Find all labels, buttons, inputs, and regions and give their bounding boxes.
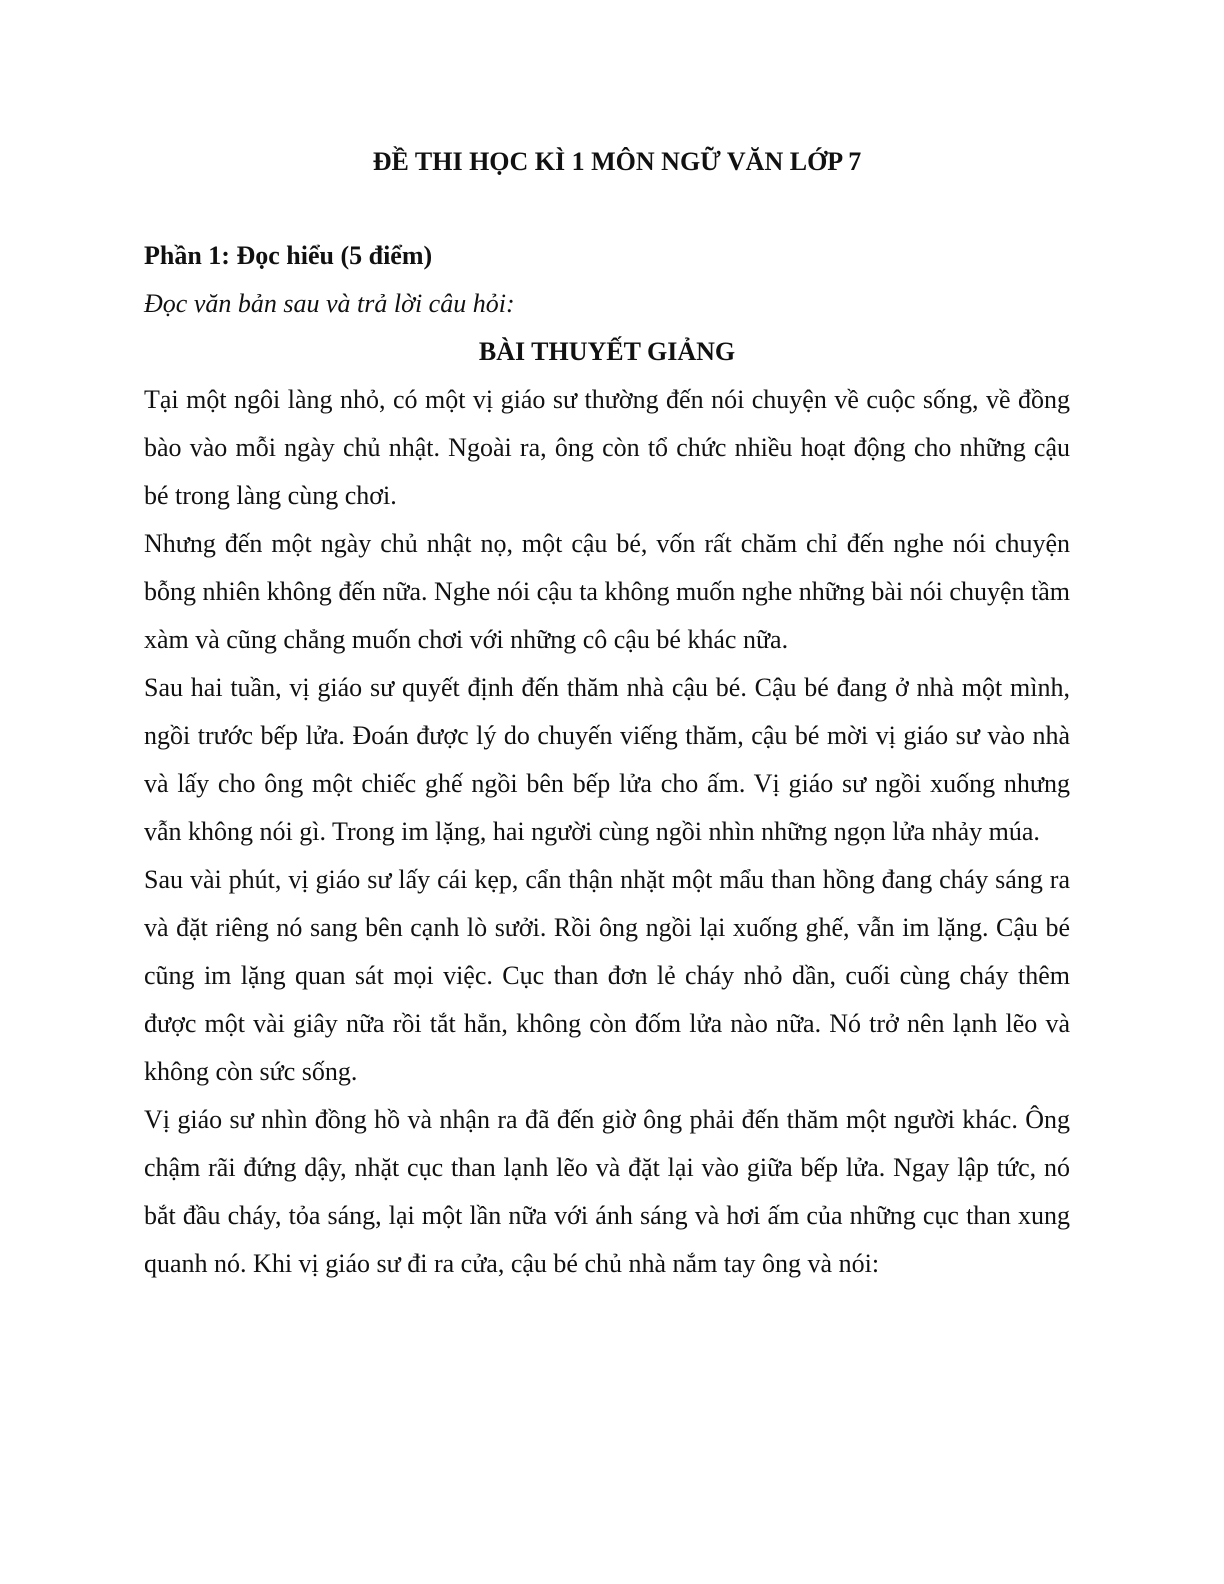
- story-paragraph: Vị giáo sư nhìn đồng hồ và nhận ra đã đến giờ ông phải đến thăm một người khác. Ông chậm rãi đứng dậy, nhặt cục than lạnh lẽo và đặt lại vào giữa bếp lửa. Ngay lập tức, nó bắt đầu cháy, tỏa sáng, lại một lần nữa với ánh sáng và hơi ấm của những cục than xung quanh nó. Khi vị giáo sư đi ra cửa, cậu bé chủ nhà nắm tay ông và nói:: [144, 1105, 1070, 1278]
- story-paragraph: Nhưng đến một ngày chủ nhật nọ, một cậu bé, vốn rất chăm chỉ đến nghe nói chuyện bỗng nhiên không đến nữa. Nghe nói cậu ta không muốn nghe những bài nói chuyện tầm xàm và cũng chẳng muốn chơi với những cô cậu bé khác nữa.: [144, 529, 1070, 654]
- document-title: ĐỀ THI HỌC KÌ 1 MÔN NGỮ VĂN LỚP 7: [372, 147, 862, 176]
- section-heading: Phần 1: Đọc hiểu (5 điểm): [144, 241, 433, 270]
- document-page: [144, 138, 1070, 1288]
- reading-instruction: Đọc văn bản sau và trả lời câu hỏi:: [144, 289, 515, 318]
- story-paragraph: Sau vài phút, vị giáo sư lấy cái kẹp, cẩn thận nhặt một mẩu than hồng đang cháy sáng ra và đặt riêng nó sang bên cạnh lò sưởi. Rồi ông ngồi lại xuống ghế, vẫn im lặng. Cậu bé cũng im lặng quan sát mọi việc. Cục than đơn lẻ cháy nhỏ dần, cuối cùng cháy thêm được một vài giây nữa rồi tắt hẳn, không còn đốm lửa nào nữa. Nó trở nên lạnh lẽo và không còn sức sống.: [144, 865, 1070, 1086]
- story-title: BÀI THUYẾT GIẢNG: [478, 337, 736, 366]
- story-paragraph: Sau hai tuần, vị giáo sư quyết định đến thăm nhà cậu bé. Cậu bé đang ở nhà một mình, ngồi trước bếp lửa. Đoán được lý do chuyến viếng thăm, cậu bé mời vị giáo sư vào nhà và lấy cho ông một chiếc ghế ngồi bên bếp lửa cho ấm. Vị giáo sư ngồi xuống nhưng vẫn không nói gì. Trong im lặng, hai người cùng ngồi nhìn những ngọn lửa nhảy múa.: [144, 673, 1070, 846]
- story-paragraph: Tại một ngôi làng nhỏ, có một vị giáo sư thường đến nói chuyện về cuộc sống, về đồng bào vào mỗi ngày chủ nhật. Ngoài ra, ông còn tổ chức nhiều hoạt động cho những cậu bé trong làng cùng chơi.: [144, 385, 1070, 510]
